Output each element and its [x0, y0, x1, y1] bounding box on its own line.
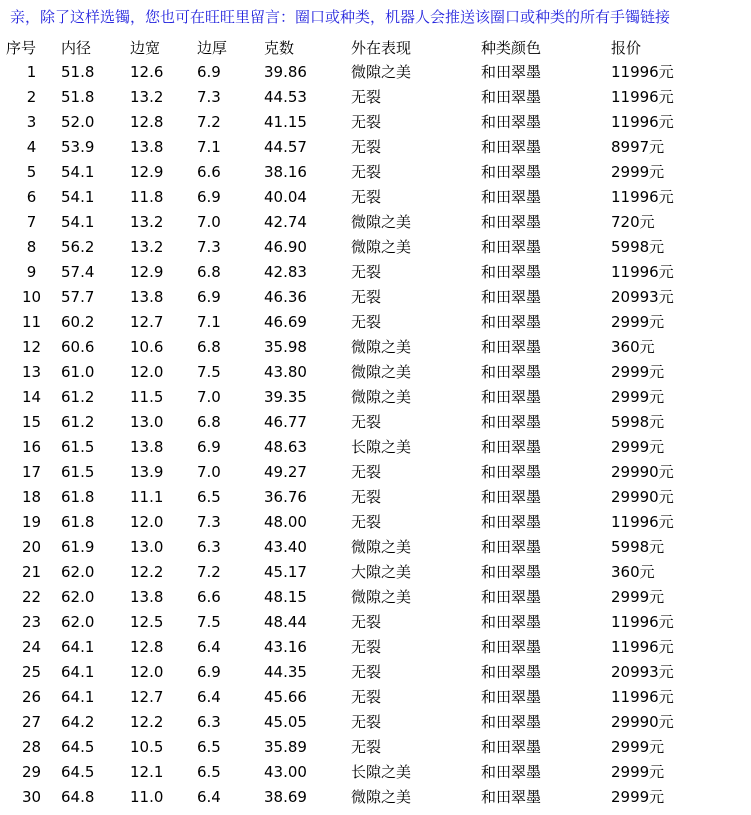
cell-weight: 44.53 — [264, 88, 307, 106]
cell-weight: 45.17 — [264, 563, 307, 581]
cell-weight: 44.57 — [264, 138, 307, 156]
cell-thickness: 6.6 — [197, 163, 221, 181]
cell-type-color: 和田翠墨 — [481, 363, 542, 381]
cell-thickness: 7.3 — [197, 238, 221, 256]
cell-appearance: 无裂 — [351, 263, 382, 281]
table-header-row — [6, 36, 737, 60]
cell-thickness: 7.3 — [197, 513, 221, 531]
cell-appearance: 长隙之美 — [351, 763, 412, 781]
cell-price: 2999元 — [611, 738, 665, 756]
cell-appearance: 无裂 — [351, 163, 382, 181]
table-row — [6, 685, 737, 710]
cell-thickness: 7.3 — [197, 88, 221, 106]
cell-inner-diameter: 64.1 — [61, 663, 95, 681]
cell-appearance: 无裂 — [351, 113, 382, 131]
cell-inner-diameter: 62.0 — [61, 563, 95, 581]
cell-appearance: 无裂 — [351, 138, 382, 156]
cell-index: 21 — [21, 563, 42, 581]
cell-type-color: 和田翠墨 — [481, 63, 542, 81]
cell-appearance: 无裂 — [351, 738, 382, 756]
cell-width: 10.6 — [130, 338, 164, 356]
table-row — [6, 785, 737, 810]
cell-price: 11996元 — [611, 88, 674, 106]
cell-index: 20 — [21, 538, 42, 556]
cell-price: 11996元 — [611, 688, 674, 706]
cell-weight: 43.40 — [264, 538, 307, 556]
cell-thickness: 6.9 — [197, 288, 221, 306]
cell-thickness: 7.2 — [197, 113, 221, 131]
cell-type-color: 和田翠墨 — [481, 138, 542, 156]
cell-thickness: 6.9 — [197, 438, 221, 456]
table-row — [6, 410, 737, 435]
table-row — [6, 510, 737, 535]
cell-appearance: 无裂 — [351, 488, 382, 506]
header-appearance: 外在表现 — [351, 39, 412, 57]
table-row — [6, 610, 737, 635]
table-body — [6, 60, 737, 810]
cell-inner-diameter: 54.1 — [61, 188, 95, 206]
cell-appearance: 无裂 — [351, 463, 382, 481]
cell-price: 11996元 — [611, 613, 674, 631]
cell-width: 13.9 — [130, 463, 164, 481]
table-row — [6, 235, 737, 260]
cell-inner-diameter: 64.2 — [61, 713, 95, 731]
cell-weight: 45.66 — [264, 688, 307, 706]
cell-appearance: 无裂 — [351, 613, 382, 631]
cell-inner-diameter: 61.9 — [61, 538, 95, 556]
notice-text: 亲，除了这样选镯，您也可在旺旺里留言：圈口或种类，机器人会推送该圈口或种类的所有手镯链接 — [10, 8, 671, 26]
cell-inner-diameter: 52.0 — [61, 113, 95, 131]
cell-type-color: 和田翠墨 — [481, 513, 542, 531]
cell-index: 28 — [21, 738, 42, 756]
cell-price: 29990元 — [611, 488, 674, 506]
cell-index: 3 — [26, 113, 37, 131]
cell-width: 12.0 — [130, 663, 164, 681]
cell-appearance: 微隙之美 — [351, 63, 412, 81]
cell-price: 11996元 — [611, 188, 674, 206]
cell-thickness: 6.8 — [197, 338, 221, 356]
cell-index: 8 — [26, 238, 37, 256]
cell-inner-diameter: 62.0 — [61, 588, 95, 606]
cell-appearance: 无裂 — [351, 288, 382, 306]
cell-appearance: 无裂 — [351, 413, 382, 431]
header-inner-diameter: 内径 — [61, 39, 92, 57]
cell-appearance: 无裂 — [351, 188, 382, 206]
header-index: 序号 — [6, 39, 37, 57]
cell-price: 11996元 — [611, 263, 674, 281]
cell-weight: 38.69 — [264, 788, 307, 806]
table-row — [6, 160, 737, 185]
cell-type-color: 和田翠墨 — [481, 788, 542, 806]
cell-price: 2999元 — [611, 788, 665, 806]
header-price: 报价 — [611, 39, 642, 57]
header-weight: 克数 — [264, 39, 295, 57]
cell-price: 29990元 — [611, 463, 674, 481]
cell-thickness: 7.0 — [197, 388, 221, 406]
cell-index: 6 — [26, 188, 37, 206]
table-row — [6, 485, 737, 510]
cell-index: 26 — [21, 688, 42, 706]
cell-price: 20993元 — [611, 288, 674, 306]
table-row — [6, 135, 737, 160]
cell-appearance: 长隙之美 — [351, 438, 412, 456]
cell-weight: 48.44 — [264, 613, 307, 631]
cell-type-color: 和田翠墨 — [481, 113, 542, 131]
cell-thickness: 6.8 — [197, 263, 221, 281]
cell-appearance: 微隙之美 — [351, 388, 412, 406]
cell-appearance: 无裂 — [351, 638, 382, 656]
cell-thickness: 7.1 — [197, 138, 221, 156]
cell-type-color: 和田翠墨 — [481, 338, 542, 356]
cell-appearance: 无裂 — [351, 513, 382, 531]
cell-appearance: 微隙之美 — [351, 788, 412, 806]
cell-index: 7 — [26, 213, 37, 231]
table-row — [6, 760, 737, 785]
header-thickness: 边厚 — [197, 39, 228, 57]
cell-appearance: 无裂 — [351, 713, 382, 731]
cell-thickness: 6.8 — [197, 413, 221, 431]
cell-inner-diameter: 54.1 — [61, 163, 95, 181]
cell-appearance: 微隙之美 — [351, 238, 412, 256]
cell-appearance: 大隙之美 — [351, 563, 412, 581]
cell-type-color: 和田翠墨 — [481, 88, 542, 106]
cell-inner-diameter: 51.8 — [61, 63, 95, 81]
cell-inner-diameter: 56.2 — [61, 238, 95, 256]
cell-weight: 48.00 — [264, 513, 307, 531]
cell-index: 22 — [21, 588, 42, 606]
cell-width: 12.9 — [130, 163, 164, 181]
cell-type-color: 和田翠墨 — [481, 263, 542, 281]
cell-thickness: 6.6 — [197, 588, 221, 606]
cell-width: 12.1 — [130, 763, 164, 781]
cell-thickness: 6.3 — [197, 713, 221, 731]
table-row — [6, 360, 737, 385]
cell-price: 11996元 — [611, 638, 674, 656]
cell-inner-diameter: 64.8 — [61, 788, 95, 806]
cell-weight: 49.27 — [264, 463, 307, 481]
cell-weight: 46.69 — [264, 313, 307, 331]
cell-weight: 44.35 — [264, 663, 307, 681]
cell-index: 10 — [21, 288, 42, 306]
cell-appearance: 无裂 — [351, 688, 382, 706]
cell-width: 13.8 — [130, 288, 164, 306]
cell-index: 17 — [21, 463, 42, 481]
cell-width: 12.2 — [130, 713, 164, 731]
table-row — [6, 735, 737, 760]
cell-width: 13.0 — [130, 413, 164, 431]
table-row — [6, 85, 737, 110]
cell-index: 18 — [21, 488, 42, 506]
cell-inner-diameter: 51.8 — [61, 88, 95, 106]
cell-index: 27 — [21, 713, 42, 731]
cell-inner-diameter: 57.7 — [61, 288, 95, 306]
cell-index: 25 — [21, 663, 42, 681]
cell-weight: 42.83 — [264, 263, 307, 281]
table-row — [6, 710, 737, 735]
cell-width: 13.2 — [130, 88, 164, 106]
cell-price: 20993元 — [611, 663, 674, 681]
cell-weight: 46.77 — [264, 413, 307, 431]
cell-type-color: 和田翠墨 — [481, 738, 542, 756]
cell-weight: 39.35 — [264, 388, 307, 406]
cell-width: 13.8 — [130, 438, 164, 456]
cell-type-color: 和田翠墨 — [481, 488, 542, 506]
cell-width: 12.7 — [130, 688, 164, 706]
cell-inner-diameter: 64.1 — [61, 638, 95, 656]
table-row — [6, 260, 737, 285]
table-row — [6, 335, 737, 360]
cell-type-color: 和田翠墨 — [481, 163, 542, 181]
table-row — [6, 185, 737, 210]
cell-price: 2999元 — [611, 438, 665, 456]
table-row — [6, 660, 737, 685]
cell-weight: 41.15 — [264, 113, 307, 131]
cell-type-color: 和田翠墨 — [481, 638, 542, 656]
cell-inner-diameter: 61.0 — [61, 363, 95, 381]
cell-index: 5 — [26, 163, 37, 181]
cell-width: 10.5 — [130, 738, 164, 756]
cell-width: 13.2 — [130, 238, 164, 256]
cell-weight: 36.76 — [264, 488, 307, 506]
cell-inner-diameter: 62.0 — [61, 613, 95, 631]
cell-inner-diameter: 53.9 — [61, 138, 95, 156]
bangle-table — [6, 36, 737, 810]
cell-type-color: 和田翠墨 — [481, 213, 542, 231]
table-row — [6, 310, 737, 335]
cell-type-color: 和田翠墨 — [481, 713, 542, 731]
cell-price: 2999元 — [611, 588, 665, 606]
cell-thickness: 7.5 — [197, 363, 221, 381]
cell-width: 13.2 — [130, 213, 164, 231]
cell-width: 12.8 — [130, 113, 164, 131]
cell-thickness: 6.3 — [197, 538, 221, 556]
cell-price: 2999元 — [611, 163, 665, 181]
cell-type-color: 和田翠墨 — [481, 538, 542, 556]
cell-thickness: 7.1 — [197, 313, 221, 331]
cell-price: 11996元 — [611, 113, 674, 131]
cell-width: 12.2 — [130, 563, 164, 581]
cell-weight: 45.05 — [264, 713, 307, 731]
cell-appearance: 无裂 — [351, 663, 382, 681]
cell-thickness: 6.5 — [197, 738, 221, 756]
cell-inner-diameter: 64.5 — [61, 738, 95, 756]
table-row — [6, 60, 737, 85]
cell-price: 360元 — [611, 563, 655, 581]
cell-price: 5998元 — [611, 238, 665, 256]
table-row — [6, 460, 737, 485]
cell-type-color: 和田翠墨 — [481, 313, 542, 331]
cell-price: 29990元 — [611, 713, 674, 731]
table-row — [6, 635, 737, 660]
cell-price: 2999元 — [611, 313, 665, 331]
cell-type-color: 和田翠墨 — [481, 663, 542, 681]
cell-width: 12.6 — [130, 63, 164, 81]
cell-index: 24 — [21, 638, 42, 656]
cell-index: 4 — [26, 138, 37, 156]
cell-thickness: 7.5 — [197, 613, 221, 631]
cell-inner-diameter: 61.5 — [61, 438, 95, 456]
cell-weight: 46.90 — [264, 238, 307, 256]
cell-price: 2999元 — [611, 388, 665, 406]
cell-thickness: 6.9 — [197, 188, 221, 206]
cell-appearance: 微隙之美 — [351, 213, 412, 231]
header-width: 边宽 — [130, 39, 161, 57]
cell-weight: 43.80 — [264, 363, 307, 381]
cell-thickness: 6.5 — [197, 763, 221, 781]
cell-appearance: 无裂 — [351, 88, 382, 106]
table-row — [6, 285, 737, 310]
cell-index: 29 — [21, 763, 42, 781]
cell-weight: 35.89 — [264, 738, 307, 756]
cell-price: 5998元 — [611, 413, 665, 431]
cell-thickness: 7.0 — [197, 463, 221, 481]
cell-appearance: 微隙之美 — [351, 338, 412, 356]
cell-weight: 39.86 — [264, 63, 307, 81]
table-row — [6, 385, 737, 410]
cell-appearance: 无裂 — [351, 313, 382, 331]
cell-index: 16 — [21, 438, 42, 456]
cell-inner-diameter: 57.4 — [61, 263, 95, 281]
table-row — [6, 110, 737, 135]
cell-width: 11.0 — [130, 788, 164, 806]
cell-inner-diameter: 64.1 — [61, 688, 95, 706]
cell-index: 2 — [26, 88, 37, 106]
cell-index: 15 — [21, 413, 42, 431]
table-row — [6, 535, 737, 560]
cell-thickness: 7.2 — [197, 563, 221, 581]
cell-inner-diameter: 60.2 — [61, 313, 95, 331]
cell-type-color: 和田翠墨 — [481, 588, 542, 606]
cell-width: 13.8 — [130, 588, 164, 606]
cell-width: 11.8 — [130, 188, 164, 206]
cell-width: 11.1 — [130, 488, 164, 506]
table-row — [6, 210, 737, 235]
header-type-color: 种类颜色 — [481, 39, 542, 57]
cell-width: 13.8 — [130, 138, 164, 156]
cell-weight: 42.74 — [264, 213, 307, 231]
cell-index: 13 — [21, 363, 42, 381]
cell-type-color: 和田翠墨 — [481, 413, 542, 431]
cell-weight: 35.98 — [264, 338, 307, 356]
cell-price: 11996元 — [611, 63, 674, 81]
cell-inner-diameter: 61.5 — [61, 463, 95, 481]
cell-type-color: 和田翠墨 — [481, 288, 542, 306]
cell-index: 19 — [21, 513, 42, 531]
cell-type-color: 和田翠墨 — [481, 763, 542, 781]
cell-index: 1 — [26, 63, 37, 81]
cell-price: 8997元 — [611, 138, 665, 156]
cell-weight: 48.15 — [264, 588, 307, 606]
cell-width: 11.5 — [130, 388, 164, 406]
cell-thickness: 6.9 — [197, 663, 221, 681]
cell-index: 9 — [26, 263, 37, 281]
cell-weight: 40.04 — [264, 188, 307, 206]
cell-type-color: 和田翠墨 — [481, 438, 542, 456]
cell-width: 12.9 — [130, 263, 164, 281]
cell-inner-diameter: 61.2 — [61, 388, 95, 406]
cell-thickness: 6.9 — [197, 63, 221, 81]
cell-inner-diameter: 64.5 — [61, 763, 95, 781]
cell-width: 12.5 — [130, 613, 164, 631]
cell-weight: 38.16 — [264, 163, 307, 181]
cell-thickness: 6.4 — [197, 688, 221, 706]
cell-type-color: 和田翠墨 — [481, 188, 542, 206]
cell-inner-diameter: 61.2 — [61, 413, 95, 431]
cell-price: 2999元 — [611, 363, 665, 381]
cell-type-color: 和田翠墨 — [481, 613, 542, 631]
cell-index: 14 — [21, 388, 42, 406]
cell-weight: 46.36 — [264, 288, 307, 306]
cell-price: 2999元 — [611, 763, 665, 781]
cell-type-color: 和田翠墨 — [481, 563, 542, 581]
cell-weight: 43.00 — [264, 763, 307, 781]
cell-width: 12.0 — [130, 513, 164, 531]
cell-thickness: 6.5 — [197, 488, 221, 506]
cell-type-color: 和田翠墨 — [481, 463, 542, 481]
cell-weight: 43.16 — [264, 638, 307, 656]
cell-width: 13.0 — [130, 538, 164, 556]
cell-price: 720元 — [611, 213, 655, 231]
cell-width: 12.7 — [130, 313, 164, 331]
table-row — [6, 560, 737, 585]
cell-thickness: 7.0 — [197, 213, 221, 231]
cell-index: 23 — [21, 613, 42, 631]
table-row — [6, 435, 737, 460]
cell-index: 12 — [21, 338, 42, 356]
cell-width: 12.8 — [130, 638, 164, 656]
cell-thickness: 6.4 — [197, 788, 221, 806]
cell-type-color: 和田翠墨 — [481, 688, 542, 706]
cell-index: 30 — [21, 788, 42, 806]
cell-width: 12.0 — [130, 363, 164, 381]
cell-index: 11 — [21, 313, 42, 331]
cell-thickness: 6.4 — [197, 638, 221, 656]
cell-inner-diameter: 61.8 — [61, 513, 95, 531]
cell-price: 11996元 — [611, 513, 674, 531]
cell-type-color: 和田翠墨 — [481, 238, 542, 256]
cell-inner-diameter: 61.8 — [61, 488, 95, 506]
cell-type-color: 和田翠墨 — [481, 388, 542, 406]
table-row — [6, 585, 737, 610]
cell-inner-diameter: 60.6 — [61, 338, 95, 356]
cell-inner-diameter: 54.1 — [61, 213, 95, 231]
cell-appearance: 微隙之美 — [351, 538, 412, 556]
cell-price: 360元 — [611, 338, 655, 356]
cell-appearance: 微隙之美 — [351, 588, 412, 606]
cell-appearance: 微隙之美 — [351, 363, 412, 381]
cell-weight: 48.63 — [264, 438, 307, 456]
cell-price: 5998元 — [611, 538, 665, 556]
